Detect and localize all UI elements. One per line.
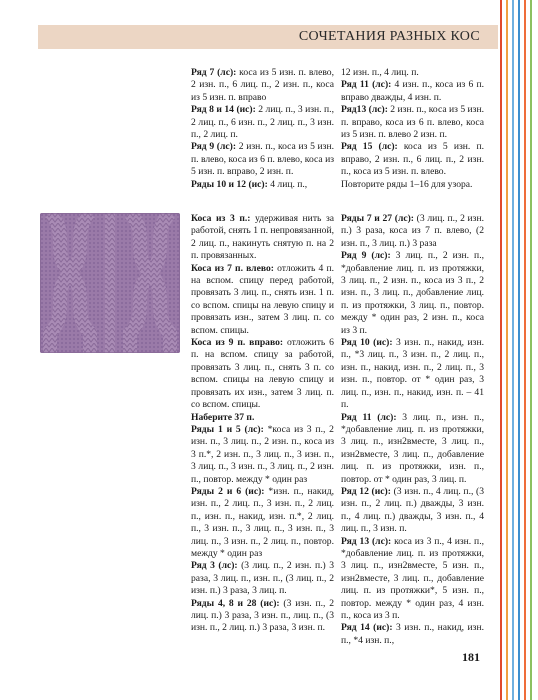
row-label: Ряд 10 (ис): <box>341 337 393 349</box>
row-label: Ряд 3 (лс): <box>191 560 238 572</box>
row-text: удерживая нить за работой, снять 1 п. непровязанной, 2 лиц. п., накинуть снятую п. на 2 п. провязанных. <box>191 213 334 262</box>
row-text: 4 лиц. п., <box>267 178 308 190</box>
stripe <box>512 0 514 700</box>
row-label: Ряды 2 и 6 (ис): <box>191 485 265 497</box>
row-text: Повторите ряды 1–16 для узора. <box>341 178 473 190</box>
row-text: 2 изн. п., коса из 5 изн. п. вправо, коса из 6 п. влево, коса из 5 изн. п. влево 2 изн. п. <box>341 104 484 141</box>
paragraph <box>191 560 334 597</box>
paragraph <box>341 486 484 536</box>
row-label: Ряд 7 (лс): <box>191 67 237 78</box>
row-text: 4 изн. п., коса из 6 п. вправо дважды, 4 изн. п. <box>341 79 484 103</box>
row-label: Ряды 4, 8 и 28 (ис): <box>191 597 280 609</box>
row-text: 2 лиц. п., 3 изн. п., 2 лиц. п., 6 изн. п., 2 лиц. п., 3 изн. п., 2 лиц. п. <box>191 104 334 141</box>
stripe <box>524 0 526 700</box>
row-label: Коса из 7 п. влево: <box>191 262 274 274</box>
text-column-bottom-left <box>191 213 334 635</box>
paragraph <box>191 486 334 560</box>
row-text: *коса из 3 п., 2 изн. п., 3 лиц. п., 2 изн. п., коса из 3 п.*, 2 изн. п., 3 лиц. п., 3 изн. п., 3 лиц. п., 3 изн. п., 3 лиц. п., 2 изн. п., повтор. между * один раз <box>191 423 334 485</box>
row-label: Ряд 11 (лс): <box>341 79 392 91</box>
row-label: Ряд 9 (лс): <box>191 141 237 153</box>
row-text: 2 изн. п., коса из 5 изн. п. влево, коса из 6 п. влево, коса из 5 изн. п. вправо, 2 изн. п. <box>191 141 334 178</box>
stripe <box>500 0 502 700</box>
paragraph <box>341 250 484 337</box>
paragraph <box>191 424 334 486</box>
paragraph <box>341 622 484 647</box>
row-text: (3 изн. п., 4 лиц. п., (3 изн. п., 2 лиц. п.) дважды, 3 изн. п., 4 лиц. п.) дважды, 3 изн. п., 4 лиц. п., 3 изн. п. <box>341 485 485 535</box>
row-text: 3 лиц. п., изн. п., *добавление лиц. п. из протяжки, 3 лиц. п., изн2вместе, 3 лиц. п., изн2вместе, 3 лиц. п., добавление лиц. п. из протяжки, изн. п., повтор. от * один раз, 3 лиц. п. <box>341 411 484 485</box>
row-label: Ряды 10 и 12 (ис): <box>191 178 268 190</box>
paragraph <box>191 104 334 141</box>
paragraph <box>341 104 484 141</box>
stripe <box>518 0 520 700</box>
paragraph <box>341 536 484 623</box>
paragraph <box>341 141 484 178</box>
row-text: коса из 5 изн. п. влево, 2 изн. п., 6 лиц. п., 2 изн. п., коса из 5 изн. п. вправо <box>191 67 334 103</box>
paragraph <box>191 263 334 337</box>
paragraph <box>341 179 484 191</box>
row-text: 3 изн. п., накид, изн. п., *4 изн. п., <box>341 622 484 646</box>
paragraph <box>341 337 484 411</box>
row-text: отложить 6 п. на вспом. спицу за работой, провязать 3 лиц. п., снять 3 п. со вспом. спицы на левую спицу и провязать их изн., затем 3 лиц. п. со вспом. спицы. <box>191 337 334 411</box>
row-text: 3 изн. п., накид, изн. п., *3 лиц. п., 3 изн. п., 2 лиц. п., изн. п., накид, изн. п., 2 лиц. п., 3 изн. п., повтор. от * один раз, 3 лиц. п., изн. п., накид, изн. п. – 41 п. <box>341 337 484 411</box>
paragraph <box>341 67 484 79</box>
row-label: Ряд 12 (ис): <box>341 485 391 497</box>
row-text: (3 изн. п., 2 лиц. п.) 3 раза, 3 изн. п., лиц. п., (3 изн. п., 2 лиц. п.) 3 раза, 3 изн. п. <box>191 597 334 634</box>
row-label: Коса из 3 п.: <box>191 213 251 224</box>
row-label: Наберите 37 п. <box>191 411 255 423</box>
text-column-top-left <box>191 67 334 191</box>
row-label: Ряд 11 (лс): <box>341 411 397 423</box>
paragraph <box>191 337 334 411</box>
row-text: (3 лиц. п., 2 изн. п.) 3 раза, 3 лиц. п., изн. п., (3 лиц. п., 2 изн. п.) 3 раза, 3 лиц. п. <box>191 560 334 597</box>
row-label: Ряды 7 и 27 (лс): <box>341 213 414 224</box>
page-number: 181 <box>462 650 480 664</box>
row-text: (3 лиц. п., 2 изн. п.) 3 раза, коса из 7 п. влево, (2 изн. п., 3 лиц. п.) 3 раза <box>341 213 485 249</box>
paragraph <box>341 213 484 250</box>
row-label: Ряд 14 (ис): <box>341 622 393 634</box>
row-text: коса из 5 изн. п. вправо, 2 изн. п., 6 лиц. п., 2 изн. п., коса из 5 изн. п. влево. <box>341 141 484 178</box>
row-text: *изн. п., накид, изн. п., 2 лиц. п., 3 изн. п., 2 лиц. п., изн. п., накид, изн. п.*, 2 лиц. п., 3 изн. п., 3 лиц. п., 3 изн. п., 3 лиц. п., 3 изн. п., 2 лиц. п., повтор. между * один раз <box>191 485 334 559</box>
paragraph <box>191 213 334 263</box>
paragraph <box>191 179 334 191</box>
row-label: Ряд 8 и 14 (ис): <box>191 104 256 116</box>
paragraph <box>341 412 484 486</box>
row-label: Ряд 13 (лс): <box>341 535 392 547</box>
paragraph <box>191 412 334 424</box>
text-column-bottom-right <box>341 213 484 647</box>
text-column-top-right <box>341 67 484 191</box>
row-text: коса из 3 п., 4 изн. п., *добавление лиц. п. из протяжки, 3 лиц. п., изн2вместе, 5 изн. п., изн2вместе, 3 лиц. п., добавление лиц. п. из протяжки*, 5 изн. п., повтор. между * один раз, 4 изн. п., коса из 3 п. <box>341 535 484 621</box>
row-text: 3 лиц. п., 2 изн. п., *добавление лиц. п. из протяжки, 3 лиц. п., 2 изн. п., коса из 3 п., 2 изн. п., 3 лиц. п., добавление лиц. п. из протяжки, 3 лиц. п., повтор. между * один раз, 2 изн. п., коса из 3 п. <box>341 250 484 336</box>
row-label: Коса из 9 п. вправо: <box>191 337 284 349</box>
stripe <box>506 0 508 700</box>
page-title: СОЧЕТАНИЯ РАЗНЫХ КОС <box>298 29 480 44</box>
row-label: Ряд 15 (лс): <box>341 141 398 153</box>
row-text: отложить 4 п. на вспом. спицу перед работой, провязать 3 лиц. п., снять изн. 1 п. со вспом. спицы на левую спицу и провязать изн., затем 3 лиц. п. со вспом. спицы. <box>191 262 334 336</box>
knitting-sample-photo <box>40 213 180 353</box>
row-label: Ряд 9 (лс): <box>341 250 391 262</box>
stripe <box>530 0 532 700</box>
paragraph <box>191 67 334 104</box>
paragraph <box>191 598 334 635</box>
paragraph <box>341 79 484 104</box>
row-text: 12 изн. п., 4 лиц. п. <box>341 67 419 78</box>
paragraph <box>191 141 334 178</box>
row-label: Ряды 1 и 5 (лс): <box>191 423 264 435</box>
row-label: Ряд13 (лс): <box>341 104 388 116</box>
